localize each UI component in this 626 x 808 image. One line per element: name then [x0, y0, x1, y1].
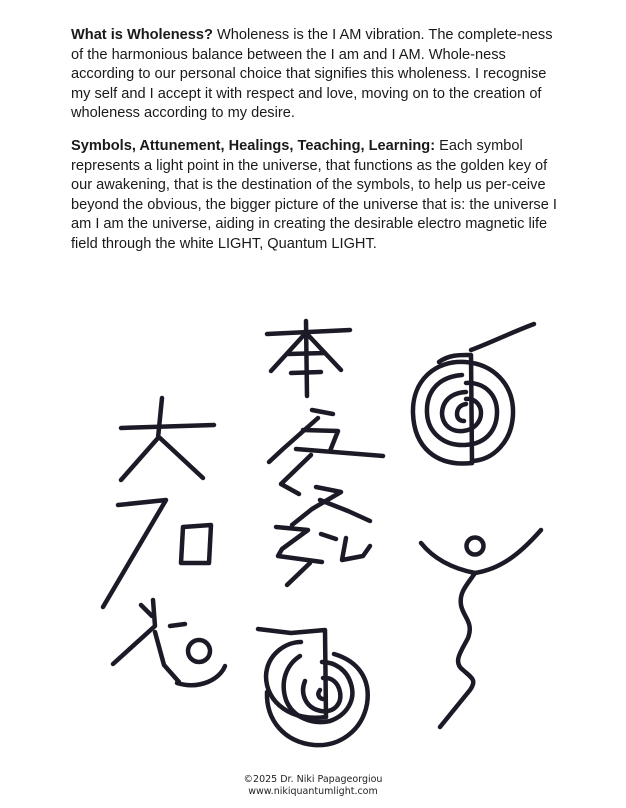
heading-wholeness: What is Wholeness? [71, 27, 213, 43]
footer-copyright: ©2025 Dr. Niki Papageorgiou [243, 774, 383, 785]
body-wholeness: Wholeness is the I AM vibration. The complete-ness of the harmonious balance between the I am and I AM. Whole-ness according to our personal choice that signifies this wholeness. I recognise my self and I accept it with respect and love, moving on to the creation of wholeness according to my desire. [71, 27, 553, 122]
spiral-symbol-bottom [258, 629, 368, 745]
dai-ko-myo-symbol [103, 398, 225, 685]
spiral-symbol-top-right [413, 324, 534, 464]
heading-symbols: Symbols, Attunement, Healings, Teaching, Learning: [71, 138, 436, 154]
footer-website-link[interactable]: www.nikiquantumlight.com [248, 786, 378, 797]
middle-symbol [267, 321, 383, 585]
body-symbols: Each symbol represents a light point in the universe, that functions as the golden key of our awakening, that is the destination of the symbols, to help us per-ceive beyond the obvious, the bigger picture of the universe that is: the universe I am I am the universe, aiding in creating the desirable electro magnetic life field through the white LIGHT, Quantum LIGHT. [71, 138, 557, 252]
figure-symbol-right [421, 530, 541, 727]
